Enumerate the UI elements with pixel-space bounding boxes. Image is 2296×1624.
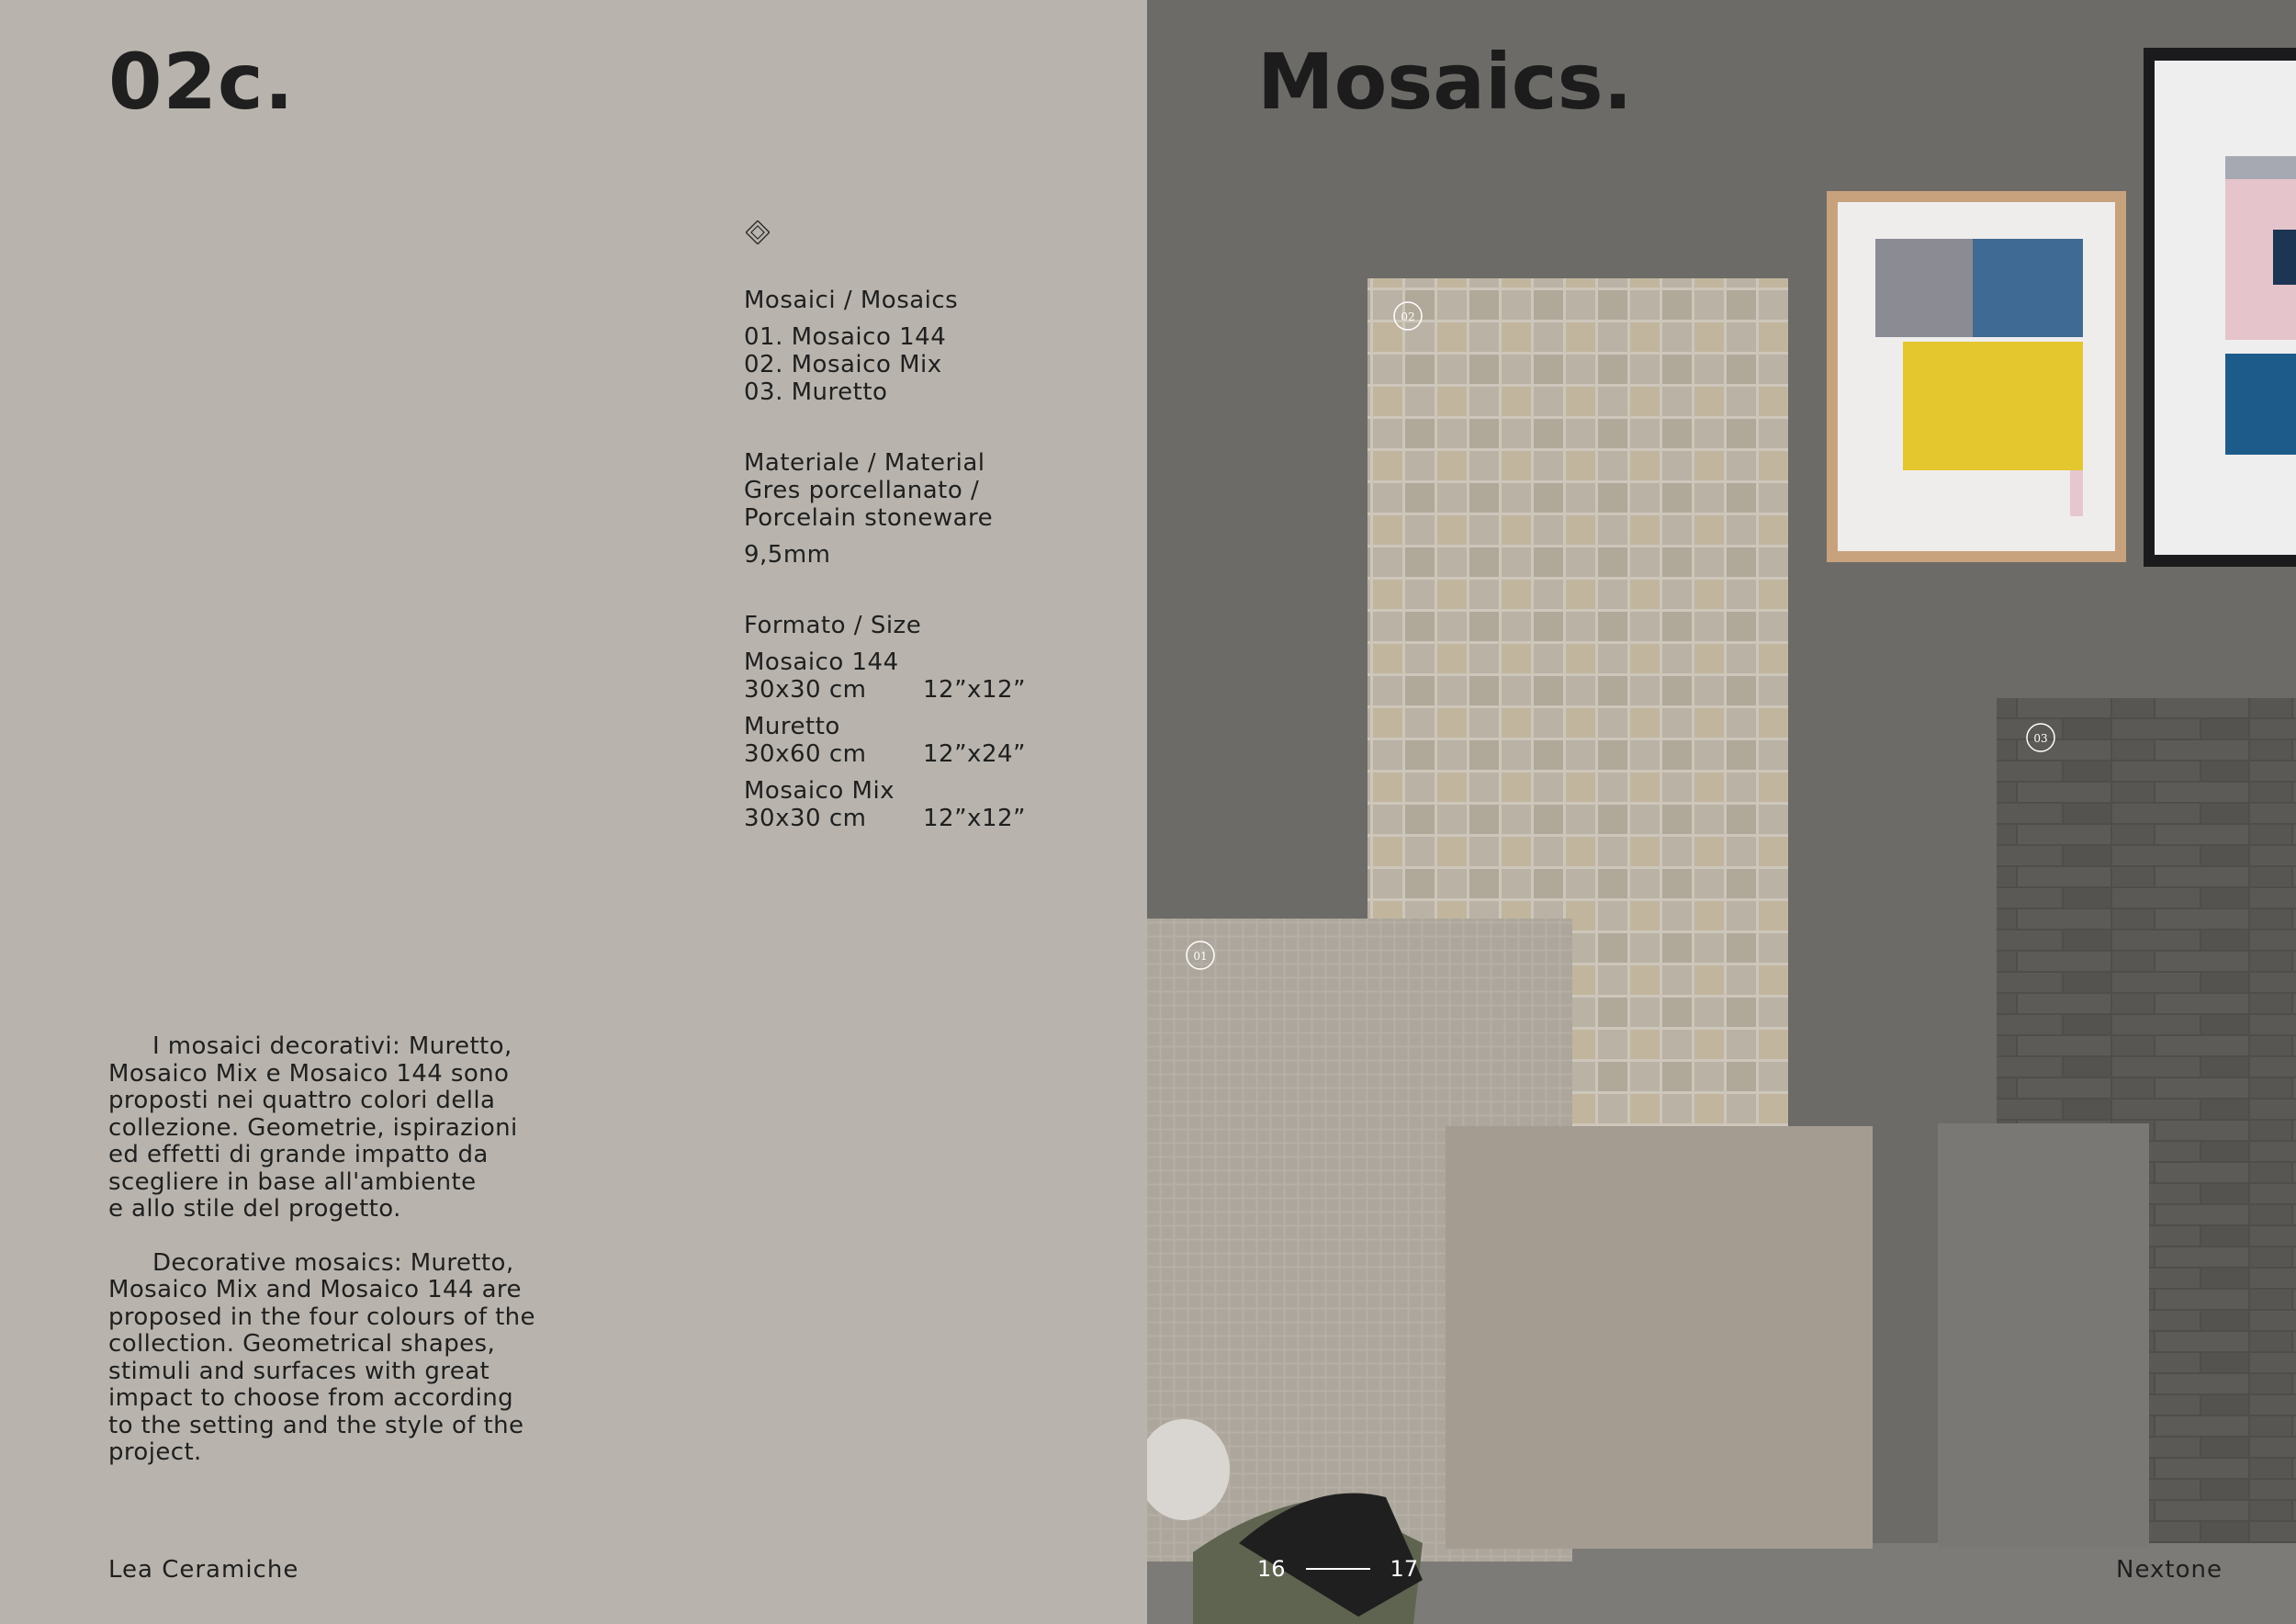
footer-brand: Lea Ceramiche xyxy=(108,1556,299,1584)
size-cm: 30x60 cm xyxy=(744,740,867,768)
intro-line: ed effetti di grande impatto da xyxy=(108,1141,489,1168)
marker-label: 02 xyxy=(1401,310,1415,323)
size-row xyxy=(744,676,1111,704)
size-inch: 12”x12” xyxy=(923,805,1026,832)
page-number-left: 16 xyxy=(1257,1556,1286,1582)
right-page xyxy=(1147,0,2296,1624)
size-inch: 12”x24” xyxy=(923,740,1026,768)
art-frame xyxy=(2144,48,2296,567)
size-row xyxy=(744,740,1111,768)
intro-line: Mosaico Mix e Mosaico 144 sono xyxy=(108,1059,510,1088)
spec-block xyxy=(744,287,1111,832)
intro-line: e allo stile del progetto. xyxy=(108,1195,401,1223)
size-name: Muretto xyxy=(744,713,840,740)
intro-line: collezione. Geometrie, ispirazioni xyxy=(108,1113,518,1142)
intro-line: I mosaici decorativi: Muretto, xyxy=(152,1032,512,1060)
left-page xyxy=(0,0,1147,1624)
intro-line: proposti nei quattro colori della xyxy=(108,1087,496,1114)
tile-grey-slab xyxy=(1938,1123,2149,1548)
intro-line: Mosaico Mix and Mosaico 144 are xyxy=(108,1276,522,1303)
intro-line: project. xyxy=(108,1438,202,1466)
intro-line: stimuli and surfaces with great xyxy=(108,1357,490,1385)
size-name: Mosaico 144 xyxy=(744,648,899,676)
material-heading: Materiale / Material xyxy=(744,449,985,477)
size-name: Mosaico Mix xyxy=(744,777,895,805)
intro-line: proposed in the four colours of the xyxy=(108,1303,535,1331)
marker-label: 01 xyxy=(1193,950,1208,963)
intro-line: collection. Geometrical shapes, xyxy=(108,1330,496,1358)
marker-label: 03 xyxy=(2033,732,2048,745)
intro-line: impact to choose from according xyxy=(108,1384,514,1412)
page-numbers xyxy=(1257,1556,1418,1582)
intro-line: to the setting and the style of the xyxy=(108,1411,524,1439)
mosaics-heading: Mosaici / Mosaics xyxy=(744,287,959,314)
intro-text xyxy=(108,1033,568,1467)
tile-slab xyxy=(1446,1126,1873,1549)
mosaic-item: 01. Mosaico 144 xyxy=(744,323,947,351)
size-cm: 30x30 cm xyxy=(744,676,867,704)
diamond-icon xyxy=(746,220,770,244)
intro-italian xyxy=(108,1033,568,1224)
size-row xyxy=(744,805,1111,832)
size-cm: 30x30 cm xyxy=(744,805,867,832)
mosaic-photo xyxy=(1147,0,2296,1624)
thickness: 9,5mm xyxy=(744,541,831,569)
page-number-right: 17 xyxy=(1390,1556,1419,1582)
material-line: Porcelain stoneware xyxy=(744,504,994,532)
size-inch: 12”x12” xyxy=(923,676,1026,704)
intro-english xyxy=(108,1250,568,1467)
mosaic-item: 03. Muretto xyxy=(744,378,888,406)
size-heading: Formato / Size xyxy=(744,612,922,639)
intro-line: scegliere in base all'ambiente xyxy=(108,1167,477,1196)
section-title: Mosaics. xyxy=(1257,37,1633,127)
footer-collection: Nextone xyxy=(2116,1556,2223,1584)
material-line: Gres porcellanato / xyxy=(744,477,980,504)
art-frame xyxy=(1827,191,2126,562)
page-number-rule xyxy=(1306,1568,1370,1570)
mosaic-item: 02. Mosaico Mix xyxy=(744,351,942,378)
section-number: 02c. xyxy=(108,37,295,127)
intro-line: Decorative mosaics: Muretto, xyxy=(152,1248,514,1277)
